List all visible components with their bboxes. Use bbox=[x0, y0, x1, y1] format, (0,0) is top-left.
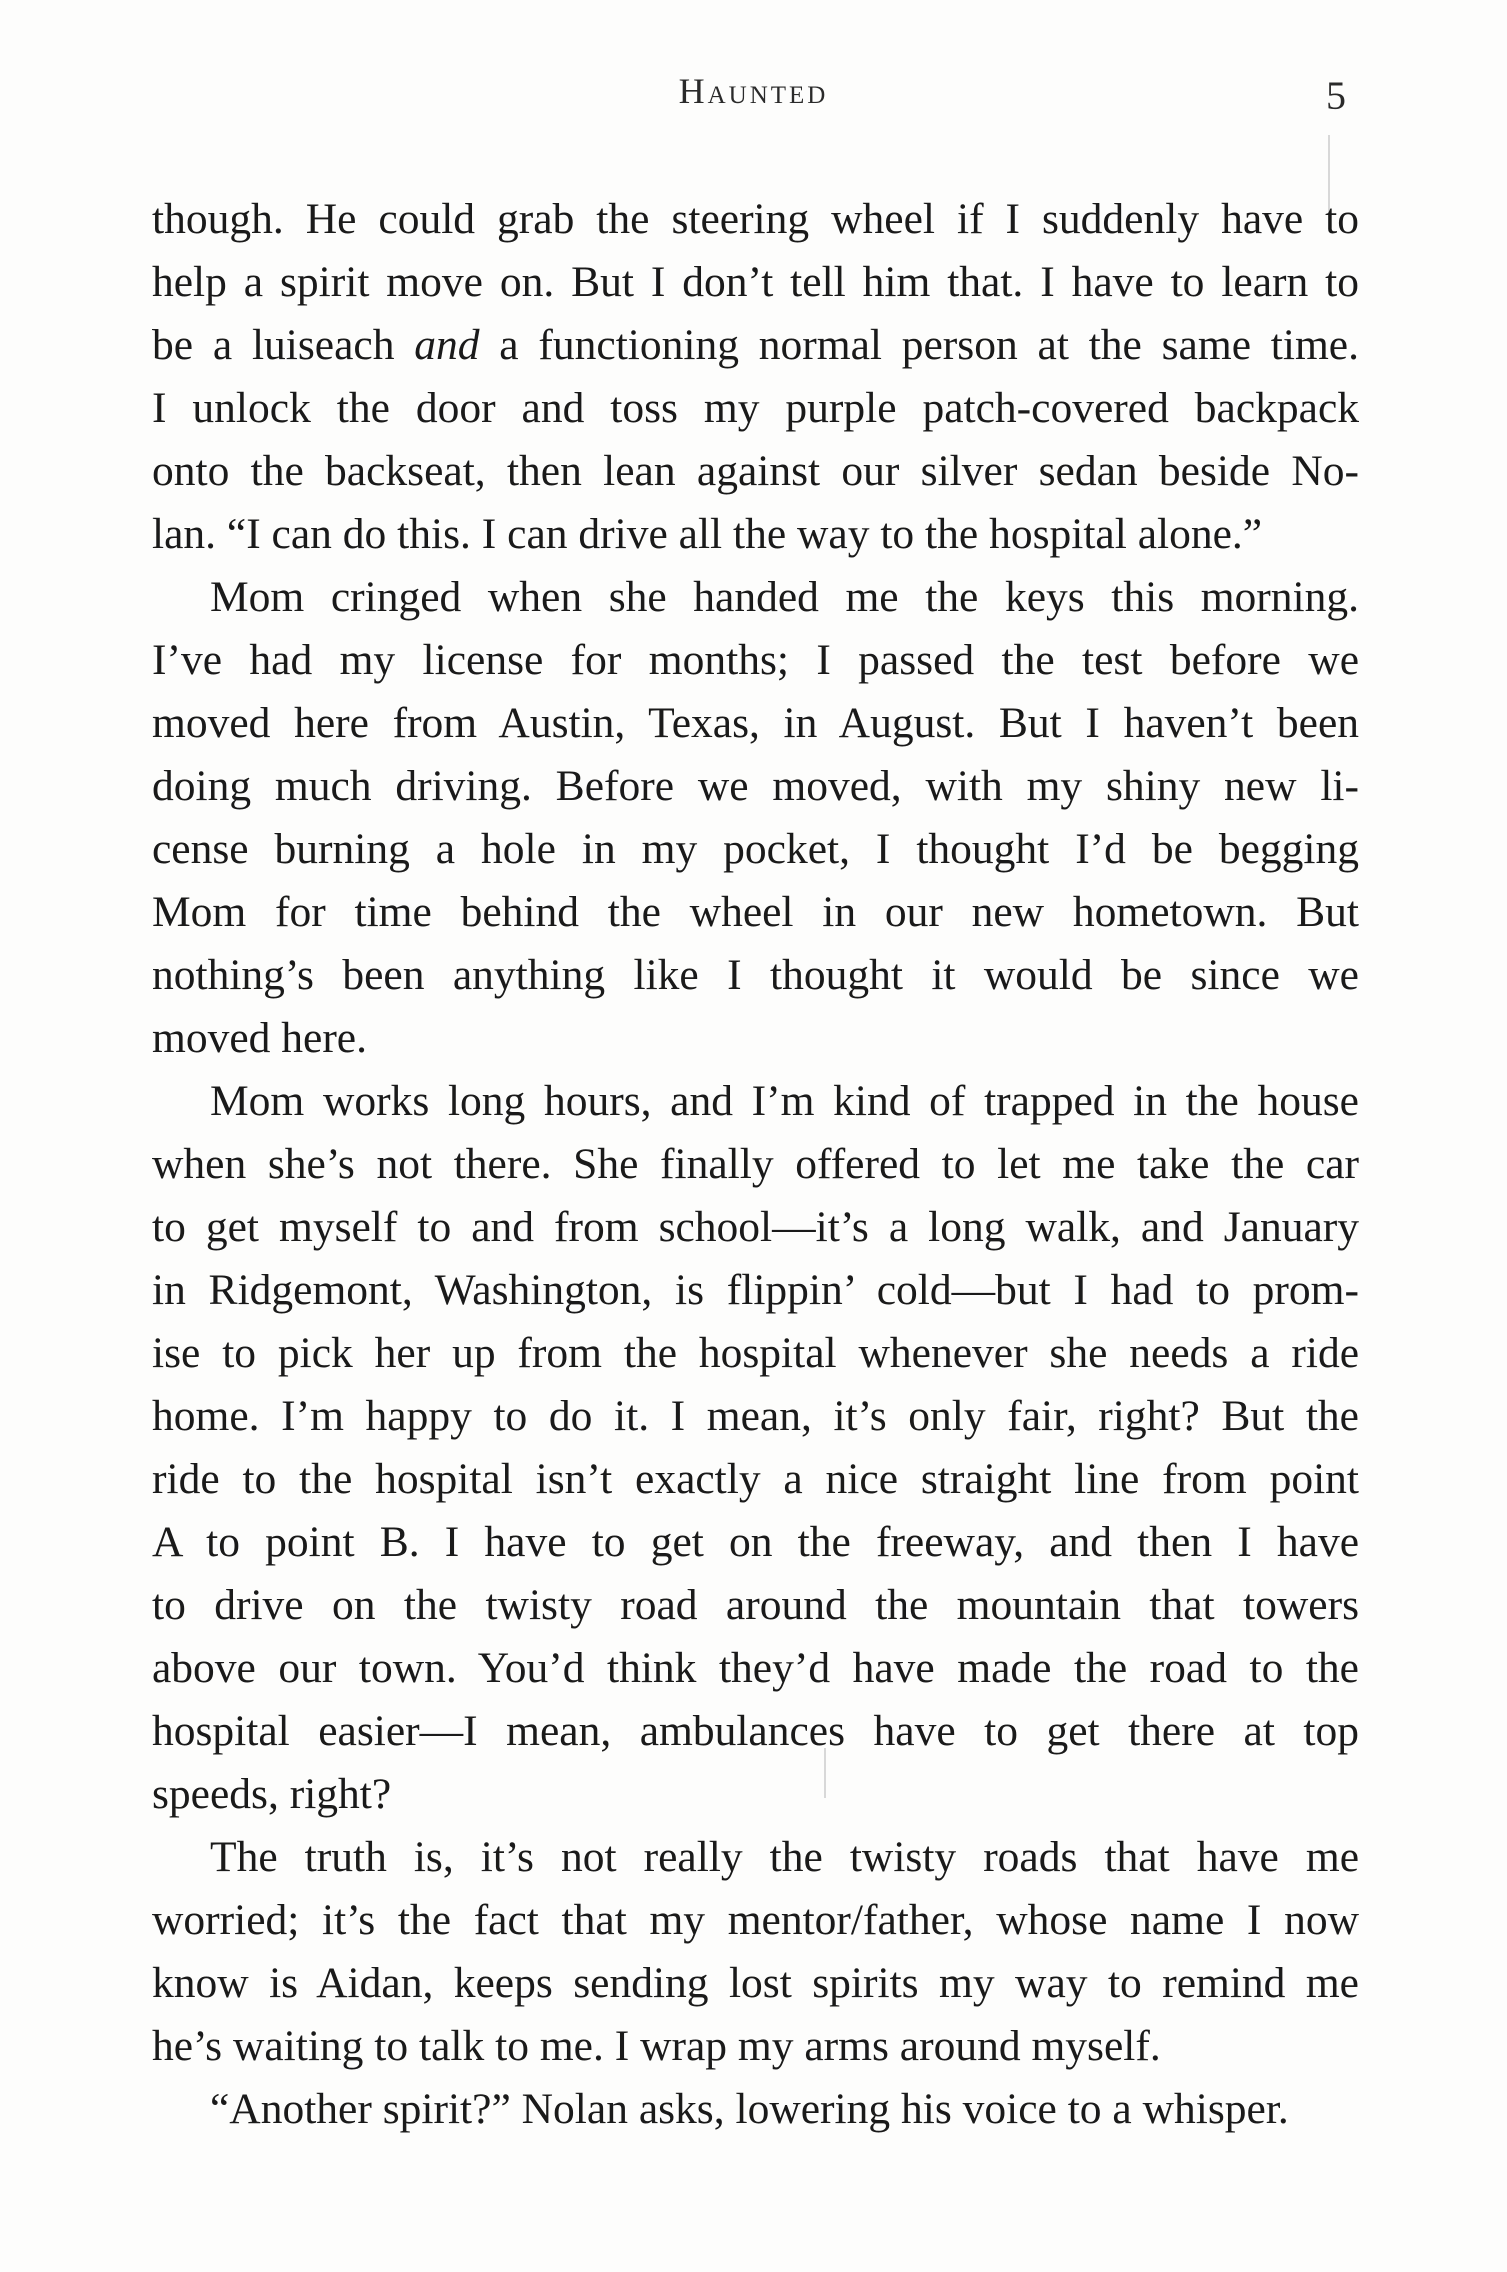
text-line: to drive on the twisty road around the mountain that towers bbox=[152, 1581, 1359, 1629]
page-number: 5 bbox=[1326, 73, 1346, 118]
text-line: know is Aidan, keeps sending lost spirits my way to remind me bbox=[152, 1959, 1359, 2007]
text-line: The truth is, it’s not really the twisty roads that have me bbox=[210, 1833, 1359, 1881]
text-line: Mom for time behind the wheel in our new hometown. But bbox=[152, 888, 1359, 936]
text-line: be a luiseach and a functioning normal person at the same time. bbox=[152, 321, 1359, 369]
text-line: cense burning a hole in my pocket, I thought I’d be begging bbox=[152, 825, 1359, 873]
text-line: onto the backseat, then lean against our silver sedan beside No- bbox=[152, 447, 1359, 495]
text-line: ise to pick her up from the hospital whenever she needs a ride bbox=[152, 1329, 1359, 1377]
text-line: to get myself to and from school—it’s a long walk, and January bbox=[152, 1203, 1359, 1251]
text-line: speeds, right? bbox=[152, 1770, 392, 1818]
text-line: doing much driving. Before we moved, with my shiny new li- bbox=[152, 762, 1359, 810]
running-head bbox=[0, 70, 1507, 130]
text-line: I’ve had my license for months; I passed the test before we bbox=[152, 636, 1359, 684]
text-line: though. He could grab the steering wheel if I suddenly have to bbox=[152, 195, 1359, 243]
text-line: lan. “I can do this. I can drive all the way to the hospital alone.” bbox=[152, 510, 1263, 558]
text-line: nothing’s been anything like I thought it would be since we bbox=[152, 951, 1359, 999]
text-line: “Another spirit?” Nolan asks, lowering his voice to a whisper. bbox=[210, 2085, 1289, 2133]
text-line: when she’s not there. She finally offered to let me take the car bbox=[152, 1140, 1359, 1188]
text-line: moved here. bbox=[152, 1014, 367, 1062]
emphasis-word: and bbox=[414, 321, 480, 369]
text-line: hospital easier—I mean, ambulances have to get there at top bbox=[152, 1707, 1359, 1755]
text-line: Mom cringed when she handed me the keys this morning. bbox=[210, 573, 1359, 621]
text-line: help a spirit move on. But I don’t tell him that. I have to learn to bbox=[152, 258, 1359, 306]
text-line: he’s waiting to talk to me. I wrap my arms around myself. bbox=[152, 2022, 1161, 2070]
running-title: Haunted bbox=[678, 71, 829, 111]
text-line: A to point B. I have to get on the freeway, and then I have bbox=[152, 1518, 1359, 1566]
text-line: home. I’m happy to do it. I mean, it’s only fair, right? But the bbox=[152, 1392, 1359, 1440]
body-text bbox=[152, 188, 1359, 2141]
text-line: Mom works long hours, and I’m kind of trapped in the house bbox=[210, 1077, 1359, 1125]
text-line: I unlock the door and toss my purple patch-covered backpack bbox=[152, 384, 1359, 432]
text-line: ride to the hospital isn’t exactly a nice straight line from point bbox=[152, 1455, 1359, 1503]
text-line: moved here from Austin, Texas, in August. But I haven’t been bbox=[152, 699, 1359, 747]
text-line: worried; it’s the fact that my mentor/father, whose name I now bbox=[152, 1896, 1359, 1944]
text-line: in Ridgemont, Washington, is flippin’ cold—but I had to prom- bbox=[152, 1266, 1359, 1314]
text-line: above our town. You’d think they’d have made the road to the bbox=[152, 1644, 1359, 1692]
